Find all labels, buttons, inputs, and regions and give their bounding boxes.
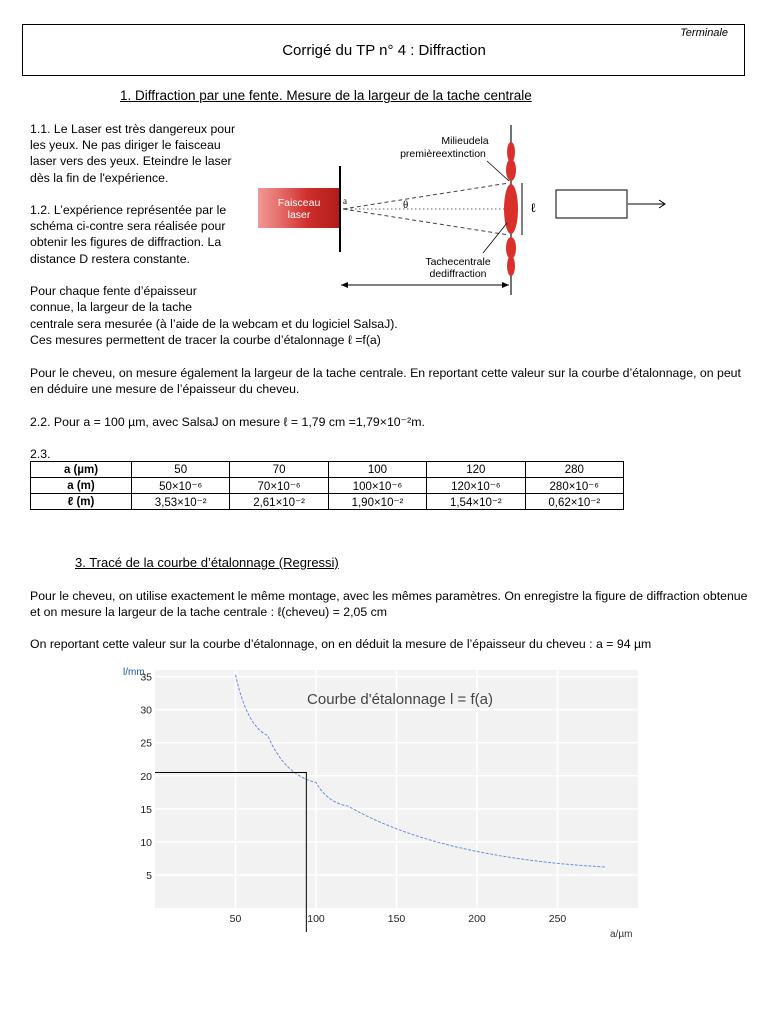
table-cell: 70 xyxy=(230,462,328,478)
paragraph-1-1: 1.1. Le Laser est très dangereux pour les yeux. Ne pas diriger le faisceau laser vers des yeux. Eteindre le laser dès la fin de l'expérience. xyxy=(30,122,236,185)
chart-ylabel: l/mm xyxy=(123,667,145,678)
bottom-label-1: Tachecentrale xyxy=(425,256,491,268)
paragraph-1-3c: Ces mesures permettent de tracer la courbe d’étalonnage ℓ =f(a) xyxy=(30,333,381,347)
y-tick-label: 5 xyxy=(146,869,152,882)
x-tick-label: 150 xyxy=(387,913,406,925)
table-cell: 50 xyxy=(132,462,230,478)
table-cell: 3,53×10⁻² xyxy=(132,494,230,510)
y-tick-label: 20 xyxy=(140,770,152,783)
ray-lower xyxy=(343,209,509,235)
table-row xyxy=(31,494,624,510)
chart-title: Courbe d'étalonnage l = f(a) xyxy=(307,691,493,708)
table-cell: a (m) xyxy=(31,478,132,494)
spot-bottom-2 xyxy=(507,256,515,276)
slit-label: a xyxy=(343,196,347,206)
table-row xyxy=(31,462,624,478)
diffraction-diagram xyxy=(255,120,675,300)
x-tick-label: 50 xyxy=(229,913,242,925)
bottom-pointer xyxy=(483,223,507,253)
page-title: Corrigé du TP n° 4 : Diffraction xyxy=(282,42,486,59)
table-cell: a (µm) xyxy=(31,462,132,478)
top-label-2: premièreextinction xyxy=(400,148,486,160)
paragraph-3-1: Pour le cheveu, on utilise exactement le même montage, avec les mêmes paramètres. On enregistre la figure de diffraction obtenue et on mesure la largeur de la tache centrale : ℓ(cheveu) = 2,05 cm xyxy=(30,589,748,620)
theta-label: θ xyxy=(403,199,409,211)
table-cell: 100 xyxy=(328,462,426,478)
bottom-label-2: dediffraction xyxy=(429,268,487,280)
top-label-1: Milieudela xyxy=(441,135,489,147)
paragraph-1-2: 1.2. L’expérience représentée par le schéma ci-contre sera réalisée pour obtenir les figures de diffraction. La distance D restera constante. xyxy=(30,203,227,266)
paragraph-2-2: 2.2. Pour a = 100 µm, avec SalsaJ on mesure ℓ = 1,79 cm =1,79×10⁻²m. xyxy=(30,415,425,429)
table-cell: 120×10⁻⁶ xyxy=(427,478,525,494)
y-tick-label: 30 xyxy=(140,704,152,717)
table-cell: 120 xyxy=(427,462,525,478)
chart-xlabel: a/µm xyxy=(610,929,633,940)
calibration-chart xyxy=(120,660,650,945)
paragraph-1-3b: centrale sera mesurée (à l’aide de la webcam et du logiciel SalsaJ). xyxy=(30,317,398,331)
table-cell: 100×10⁻⁶ xyxy=(328,478,426,494)
spot-bottom-1 xyxy=(506,237,516,259)
top-pointer xyxy=(487,161,509,181)
table-cell: 70×10⁻⁶ xyxy=(230,478,328,494)
table-row xyxy=(31,478,624,494)
table-cell: 280×10⁻⁶ xyxy=(525,478,623,494)
paragraph-cheveu: Pour le cheveu, on mesure également la largeur de la tache centrale. En reportant cette valeur sur la courbe d’étalonnage, on peut en déduire une mesure de l’épaisseur du cheveu. xyxy=(30,366,741,397)
table-cell: 1,54×10⁻² xyxy=(427,494,525,510)
distance-arrow-right xyxy=(502,282,509,288)
y-tick-label: 10 xyxy=(140,836,152,849)
section-3-heading: 3. Tracé de la courbe d’étalonnage (Regressi) xyxy=(75,555,339,570)
paragraph-1-3a: Pour chaque fente d’épaisseur connue, la largeur de la tache xyxy=(30,284,197,315)
table-cell: 0,62×10⁻² xyxy=(525,494,623,510)
y-tick-label: 25 xyxy=(140,737,152,750)
laser-label-2: laser xyxy=(287,209,311,221)
table-cell: 50×10⁻⁶ xyxy=(132,478,230,494)
y-tick-label: 15 xyxy=(140,803,152,816)
spot-top-1 xyxy=(506,159,516,181)
table-cell: 280 xyxy=(525,462,623,478)
ray-upper xyxy=(343,183,509,209)
x-tick-label: 250 xyxy=(548,913,567,925)
table-cell: 2,61×10⁻² xyxy=(230,494,328,510)
paragraph-3-2: On reportant cette valeur sur la courbe d’étalonnage, on en déduit la mesure de l’épaisseur du cheveu : a = 94 µm xyxy=(30,637,652,651)
x-tick-label: 100 xyxy=(307,913,325,925)
webcam-box xyxy=(556,190,627,218)
class-level: Terminale xyxy=(680,27,728,39)
laser-label-1: Faisceau xyxy=(277,197,321,209)
paragraph-2-3: 2.3. xyxy=(30,447,51,461)
x-tick-label: 200 xyxy=(468,913,486,925)
spot-central xyxy=(504,184,518,234)
width-label: ℓ xyxy=(530,200,537,215)
distance-arrow-left xyxy=(341,282,348,288)
section-1-heading: 1. Diffraction par une fente. Mesure de la largeur de la tache centrale xyxy=(120,88,532,103)
measurements-table xyxy=(30,461,624,510)
table-cell: 1,90×10⁻² xyxy=(328,494,426,510)
y-tick-label: 35 xyxy=(140,671,152,684)
table-cell: ℓ (m) xyxy=(31,494,132,510)
